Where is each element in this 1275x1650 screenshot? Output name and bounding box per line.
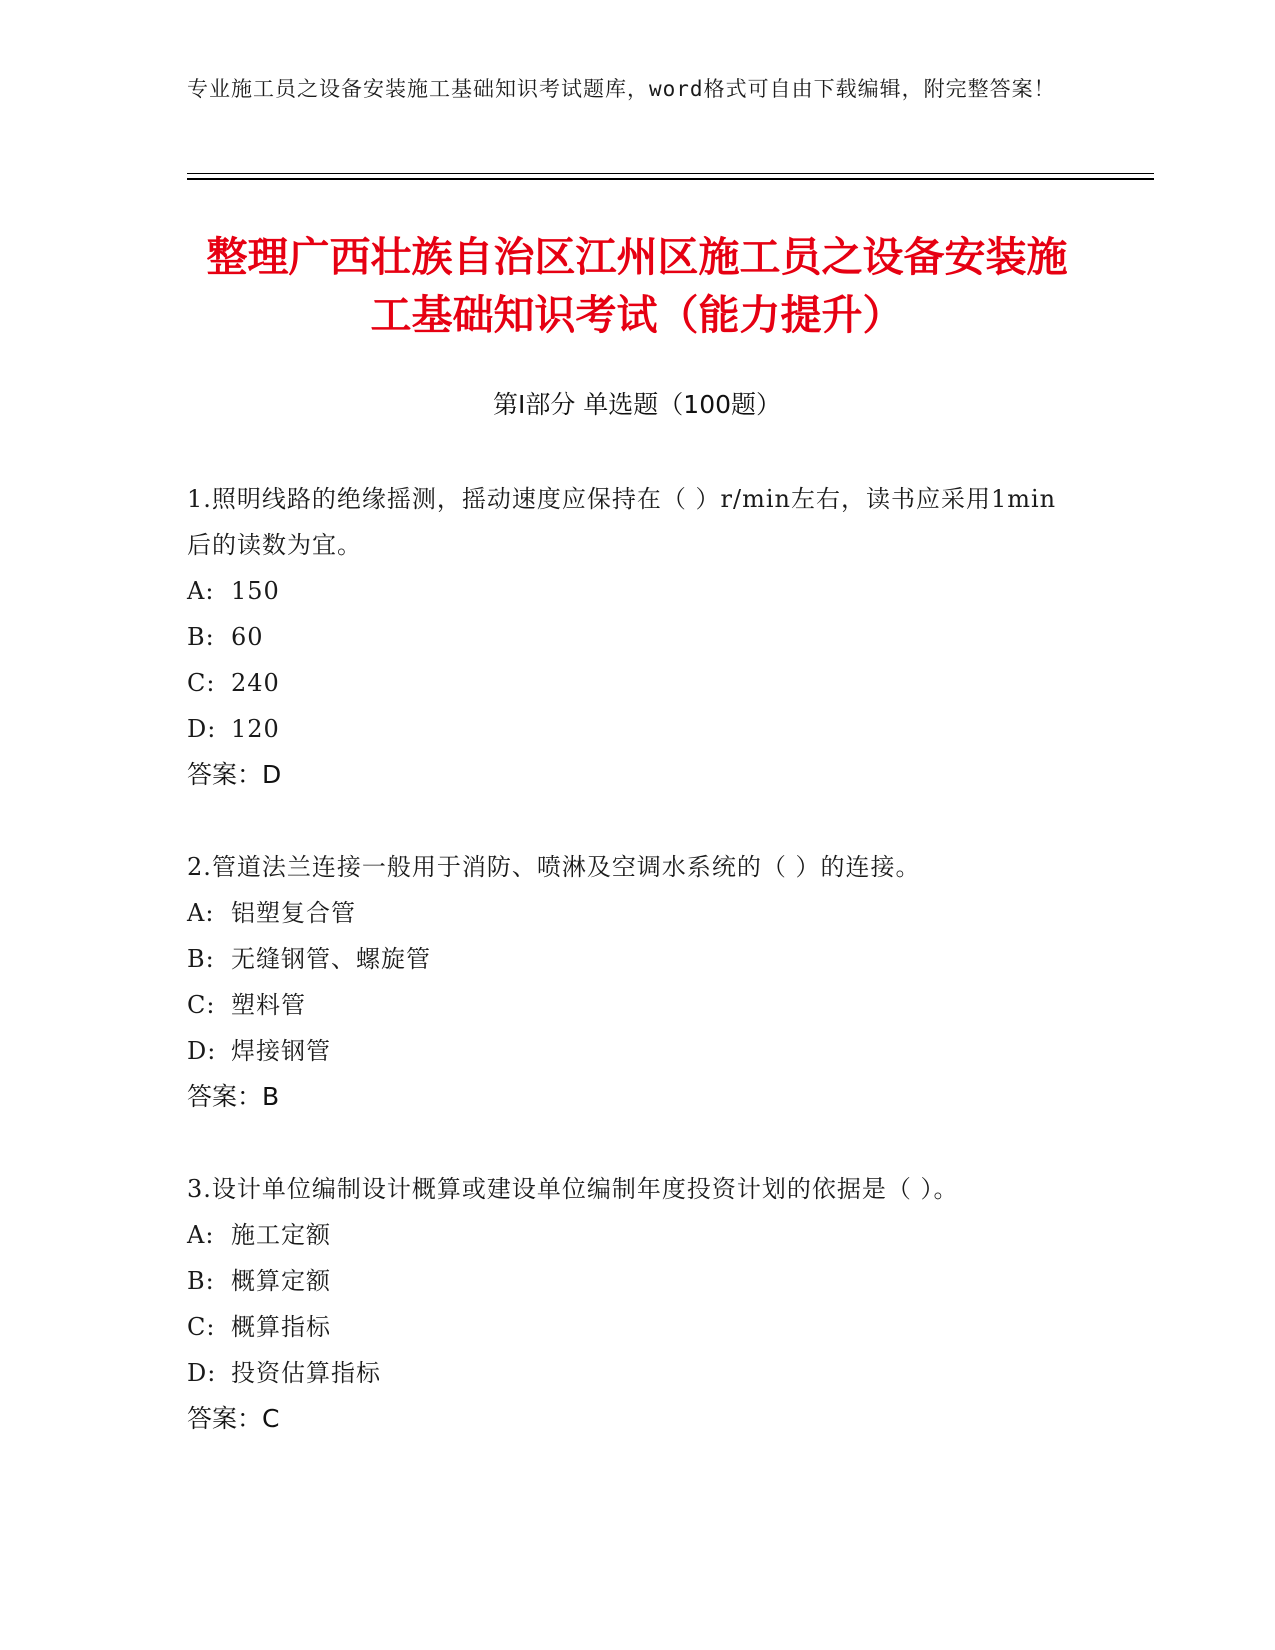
header-divider-bottom: [187, 178, 1154, 180]
option-text: 施工定额: [231, 1221, 331, 1249]
question-item: [187, 844, 1067, 1120]
answer-prefix: 答案：: [187, 1404, 263, 1433]
question-option: [187, 1350, 1067, 1396]
question-option: [187, 614, 1067, 660]
option-letter: C:: [187, 991, 216, 1019]
question-option: [187, 890, 1067, 936]
option-text: 塑料管: [231, 991, 306, 1019]
option-text: 150: [231, 577, 280, 605]
question-option: [187, 706, 1067, 752]
option-text: 120: [231, 715, 280, 743]
question-answer: [187, 1396, 1067, 1442]
question-option: [187, 1028, 1067, 1074]
option-letter: B:: [187, 1267, 215, 1295]
option-letter: B:: [187, 945, 215, 973]
answer-prefix: 答案：: [187, 760, 263, 789]
document-title: 整理广西壮族自治区江州区施工员之设备安装施工基础知识考试（能力提升）: [206, 233, 1068, 339]
question-stem: 3.设计单位编制设计概算或建设单位编制年度投资计划的依据是（ ）。: [187, 1175, 959, 1203]
question-option: [187, 1212, 1067, 1258]
option-text: 240: [231, 669, 280, 697]
section-heading: 第Ⅰ部分 单选题（100题）: [492, 390, 782, 419]
option-text: 60: [231, 623, 264, 651]
option-letter: A:: [187, 899, 215, 927]
option-text: 焊接钢管: [231, 1037, 331, 1065]
question-item: [187, 476, 1067, 798]
answer-value: B: [262, 1082, 280, 1111]
option-text: 铝塑复合管: [231, 899, 356, 927]
option-text: 概算定额: [231, 1267, 331, 1295]
answer-value: D: [262, 760, 282, 789]
header-divider-top: [187, 173, 1154, 174]
question-option: [187, 1258, 1067, 1304]
question-stem: 2.管道法兰连接一般用于消防、喷淋及空调水系统的（ ）的连接。: [187, 853, 921, 881]
question-list: [187, 476, 1067, 1488]
option-letter: D:: [187, 715, 217, 743]
answer-value: C: [262, 1404, 280, 1433]
question-option: [187, 660, 1067, 706]
option-text: 无缝钢管、螺旋管: [231, 945, 431, 973]
question-answer: [187, 1074, 1067, 1120]
answer-prefix: 答案：: [187, 1082, 263, 1111]
option-letter: D:: [187, 1037, 217, 1065]
option-letter: D:: [187, 1359, 217, 1387]
header-note: 专业施工员之设备安装施工基础知识考试题库，word格式可自由下载编辑，附完整答案！: [187, 77, 1056, 101]
option-letter: B:: [187, 623, 215, 651]
option-letter: A:: [187, 577, 215, 605]
option-text: 概算指标: [231, 1313, 331, 1341]
option-letter: C:: [187, 669, 216, 697]
option-letter: A:: [187, 1221, 215, 1249]
question-option: [187, 982, 1067, 1028]
question-option: [187, 1304, 1067, 1350]
option-letter: C:: [187, 1313, 216, 1341]
question-option: [187, 936, 1067, 982]
question-answer: [187, 752, 1067, 798]
question-option: [187, 568, 1067, 614]
question-stem: 1.照明线路的绝缘摇测，摇动速度应保持在（ ）r/min左右，读书应采用1min后的读数为宜。: [187, 485, 1057, 559]
option-text: 投资估算指标: [231, 1359, 381, 1387]
question-item: [187, 1166, 1067, 1442]
